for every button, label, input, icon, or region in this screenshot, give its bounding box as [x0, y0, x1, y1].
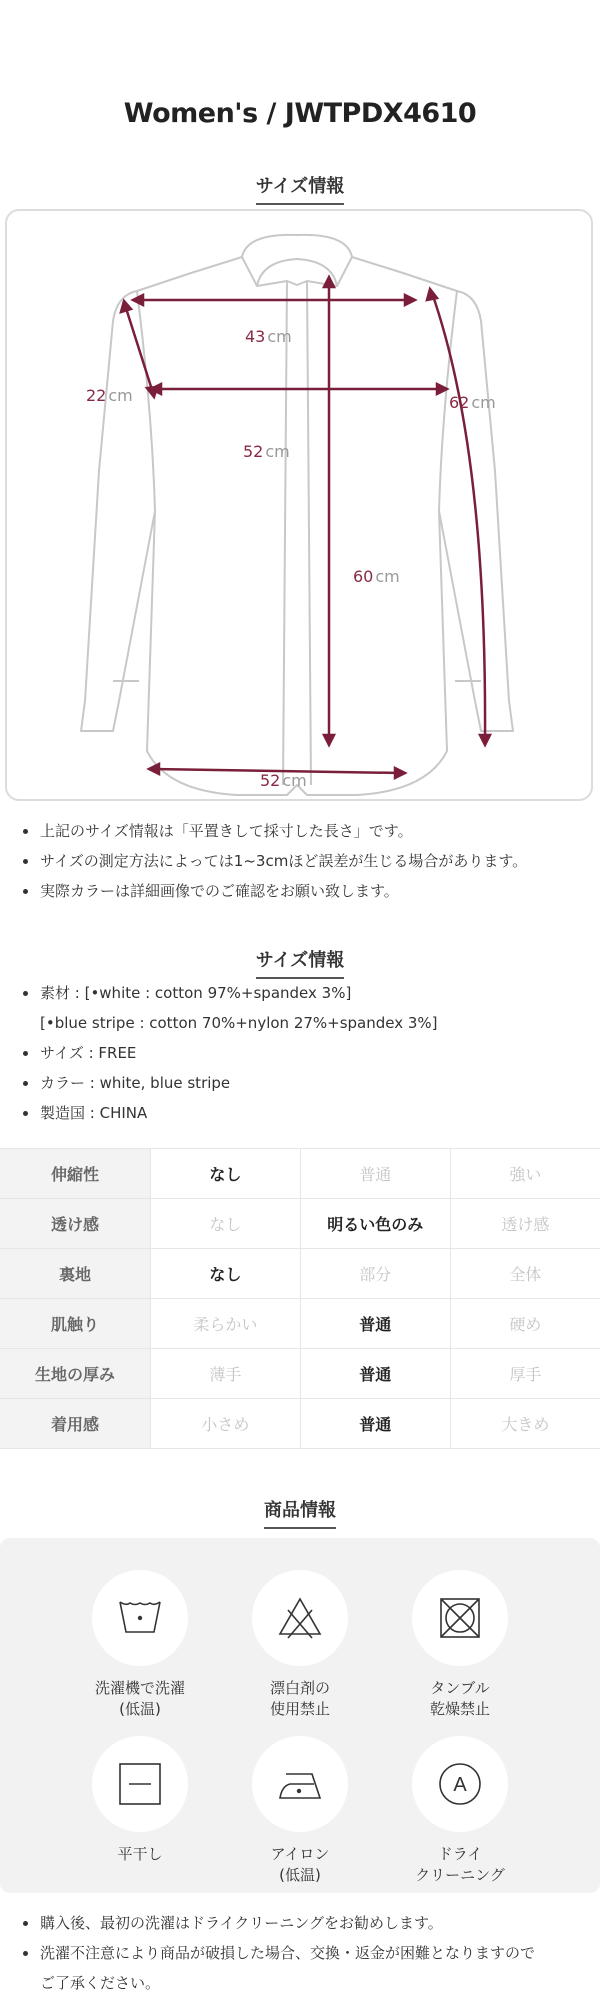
feel-option: 大きめ [450, 1399, 600, 1449]
shirt-outline-illustration [7, 211, 595, 803]
origin-item: 製造国 : CHINA [0, 1098, 600, 1128]
fabric-feel-table [0, 1148, 600, 1449]
list-item: 購入後、最初の洗濯はドライクリーニングをお勧めします。 [0, 1908, 600, 1938]
no-tumble-dry-icon [436, 1594, 484, 1642]
feel-option: 普通 [300, 1349, 450, 1399]
size-item: サイズ : FREE [0, 1038, 600, 1068]
feel-option: 強い [450, 1149, 600, 1199]
list-item-cont: ご了承ください。 [40, 1974, 161, 1992]
svg-text:A: A [453, 1774, 467, 1796]
feel-option: なし [151, 1199, 301, 1249]
list-item: サイズの測定方法によっては1~3cmほど誤差が生じる場合があります。 [0, 846, 600, 876]
table-row [0, 1299, 600, 1349]
size-info-heading: サイズ情報 [0, 172, 600, 205]
wash-basin-icon [116, 1594, 164, 1642]
care-notes-list [0, 1908, 600, 1998]
feel-row-label: 裏地 [0, 1249, 151, 1299]
spec-heading: サイズ情報 [0, 946, 600, 979]
feel-option: 柔らかい [151, 1299, 301, 1349]
care-item-flat-dry: 平干し [60, 1736, 220, 1865]
table-row [0, 1199, 600, 1249]
spec-list [0, 978, 600, 1128]
feel-option: 全体 [450, 1249, 600, 1299]
feel-row-label: 透け感 [0, 1199, 151, 1249]
feel-option: 部分 [300, 1249, 450, 1299]
feel-row-label: 肌触り [0, 1299, 151, 1349]
list-item: 洗濯不注意により商品が破損した場合、交換・返金が困難となりますので [0, 1938, 600, 1968]
feel-option: 薄手 [151, 1349, 301, 1399]
table-row [0, 1349, 600, 1399]
care-item-bleach: 漂白剤の 使用禁止 [220, 1570, 380, 1720]
page-title: Women's / JWTPDX4610 [123, 98, 477, 129]
table-row [0, 1249, 600, 1299]
feel-option: 小さめ [151, 1399, 301, 1449]
feel-option: 透け感 [450, 1199, 600, 1249]
list-item: 実際カラーは詳細画像でのご確認をお願い致します。 [0, 876, 600, 906]
feel-option: 普通 [300, 1399, 450, 1449]
material-item: 素材 : [•white : cotton 97%+spandex 3%] [0, 978, 600, 1008]
feel-option: 硬め [450, 1299, 600, 1349]
feel-option: なし [151, 1149, 301, 1199]
color-item: カラー : white, blue stripe [0, 1068, 600, 1098]
length-measurement: 60 cm [353, 567, 400, 586]
dry-clean-icon [436, 1760, 484, 1808]
no-bleach-icon [276, 1594, 324, 1642]
care-item-tumble: タンブル 乾燥禁止 [380, 1570, 540, 1720]
feel-option: 明るい色のみ [300, 1199, 450, 1249]
flat-dry-icon [116, 1760, 164, 1808]
feel-row-label: 着用感 [0, 1399, 151, 1449]
feel-option: 厚手 [450, 1349, 600, 1399]
list-item: 上記のサイズ情報は「平置きして採寸した長さ」です。 [0, 816, 600, 846]
feel-option: なし [151, 1249, 301, 1299]
care-instructions-panel [0, 1538, 600, 1893]
size-diagram [5, 209, 593, 801]
feel-row-label: 生地の厚み [0, 1349, 151, 1399]
care-item-wash: 洗濯機で洗濯 (低温) [60, 1570, 220, 1720]
iron-low-icon [276, 1760, 324, 1808]
size-notes-list [0, 816, 600, 906]
feel-row-label: 伸縮性 [0, 1149, 151, 1199]
material-item-cont: [•blue stripe : cotton 70%+nylon 27%+spandex 3%] [40, 1014, 438, 1032]
table-row [0, 1149, 600, 1199]
sleeve-upper-measurement: 22 cm [86, 386, 133, 405]
shoulder-measurement: 43 cm [245, 327, 292, 346]
product-info-heading: 商品情報 [0, 1496, 600, 1529]
care-item-dry-clean: A ドライ クリーニング [380, 1736, 540, 1886]
feel-option: 普通 [300, 1299, 450, 1349]
hem-measurement: 52 cm [260, 771, 307, 790]
care-item-iron: アイロン (低温) [220, 1736, 380, 1886]
feel-option: 普通 [300, 1149, 450, 1199]
chest-measurement: 52 cm [243, 442, 290, 461]
sleeve-measurement: 62 cm [449, 393, 496, 412]
table-row [0, 1399, 600, 1449]
